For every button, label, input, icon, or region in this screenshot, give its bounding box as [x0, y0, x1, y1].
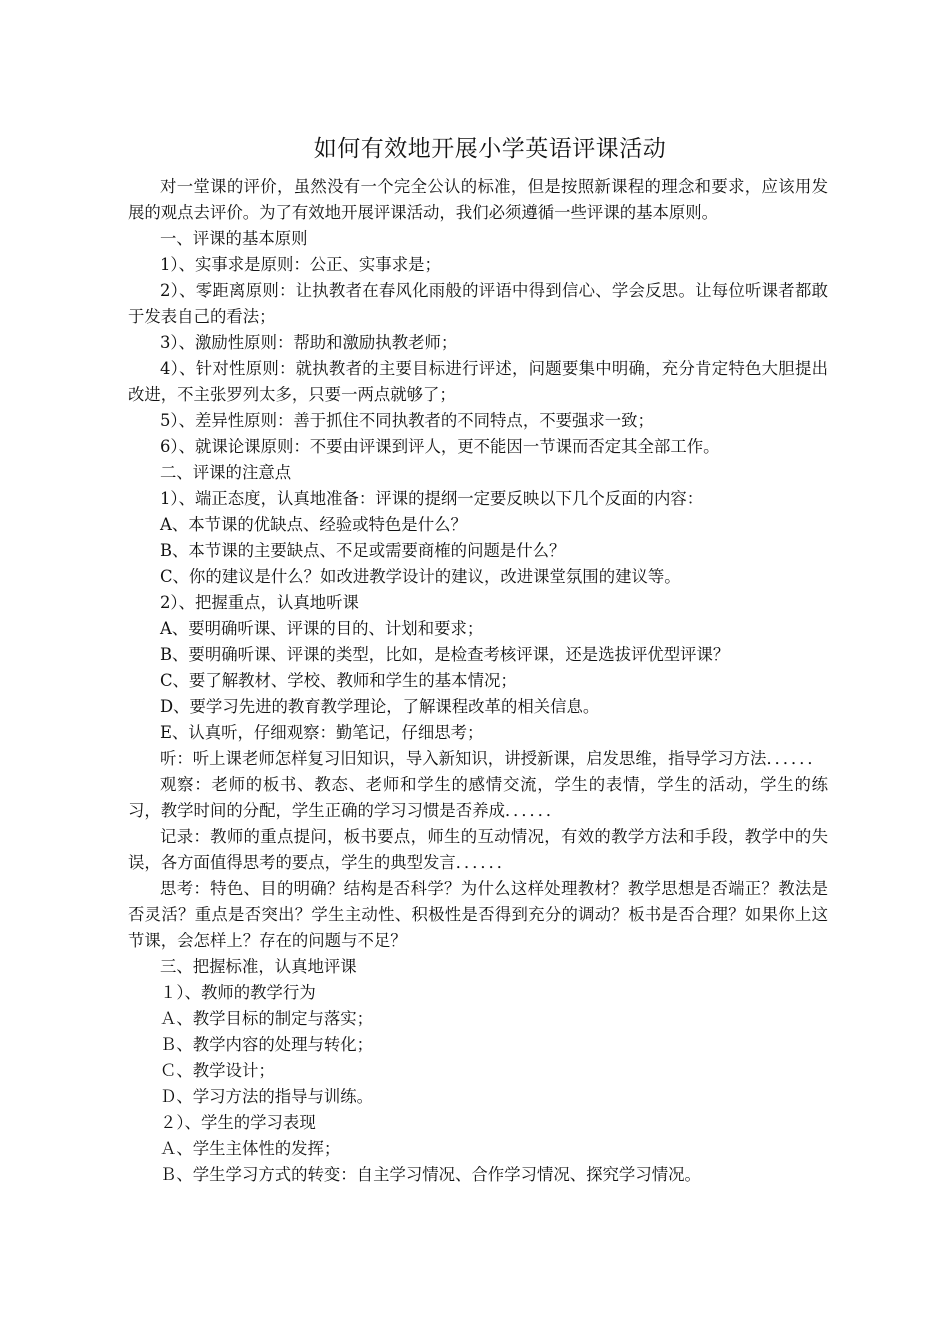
- observe-paragraph: 观察：老师的板书、教态、老师和学生的感情交流，学生的表情，学生的活动，学生的练习，教学时间的分配，学生正确的学习习惯是否养成．．．．．．: [128, 775, 828, 820]
- list-item: Ａ、教学目标的制定与落实；: [160, 1009, 374, 1028]
- list-item: Ｂ、教学内容的处理与转化；: [160, 1035, 374, 1054]
- list-item: C、你的建议是什么？如改进教学设计的建议，改进课堂氛围的建议等。: [160, 567, 681, 586]
- record-paragraph: 记录：教师的重点提问，板书要点，师生的互动情况，有效的教学方法和手段，教学中的失误，各方面值得思考的要点，学生的典型发言．．．．．．: [128, 827, 828, 872]
- principle-item: 5）、差异性原则：善于抓住不同执教者的不同特点，不要强求一致；: [160, 411, 654, 430]
- list-item: Ｂ、学生学习方式的转变：自主学习情况、合作学习情况、探究学习情况。: [160, 1165, 701, 1184]
- principle-item: 4）、针对性原则：就执教者的主要目标进行评述，问题要集中明确，充分肯定特色大胆提出改进，不主张罗列太多，只要一两点就够了；: [128, 359, 828, 404]
- principle-item: 2）、零距离原则：让执教者在春风化雨般的评语中得到信心、学会反思。让每位听课者都敢于发表自己的看法；: [128, 281, 828, 326]
- section-heading: 一、评课的基本原则: [160, 229, 308, 248]
- list-item: A、要明确听课、评课的目的、计划和要求；: [160, 619, 484, 638]
- subsection-heading: ２）、学生的学习表现: [160, 1113, 316, 1132]
- subsection-heading: １）、教师的教学行为: [160, 983, 316, 1002]
- document-body: [128, 174, 828, 1188]
- principle-item: 6）、就课论课原则：不要由评课到评人，更不能因一节课而否定其全部工作。: [160, 437, 720, 456]
- list-item: Ｄ、学习方法的指导与训练。: [160, 1087, 374, 1106]
- list-item: D、要学习先进的教育教学理论，了解课程改革的相关信息。: [160, 697, 600, 716]
- subsection-heading: 1）、端正态度，认真地准备：评课的提纲一定要反映以下几个反面的内容：: [160, 489, 704, 508]
- document-title: 如何有效地开展小学英语评课活动: [313, 136, 667, 162]
- listen-paragraph: 听：听上课老师怎样复习旧知识，导入新知识，讲授新课，启发思维，指导学习方法．．．．．．: [160, 749, 824, 768]
- section-heading: 三、把握标准，认真地评课: [160, 957, 357, 976]
- principle-item: 3）、激励性原则：帮助和激励执教老师；: [160, 333, 458, 352]
- list-item: Ｃ、教学设计；: [160, 1061, 275, 1080]
- list-item: E、认真听，仔细观察：勤笔记，仔细思考；: [160, 723, 484, 742]
- think-paragraph: 思考：特色、目的明确？结构是否科学？为什么这样处理教材？教学思想是否端正？教法是否灵活？重点是否突出？学生主动性、积极性是否得到充分的调动？板书是否合理？如果你上这节课，会怎样上？存在的问题与不足？: [128, 879, 828, 950]
- principle-item: 1）、实事求是原则：公正、实事求是；: [160, 255, 441, 274]
- list-item: A、本节课的优缺点、经验或特色是什么？: [160, 515, 467, 534]
- section-heading: 二、评课的注意点: [160, 463, 292, 482]
- subsection-heading: 2）、把握重点，认真地听课: [160, 593, 359, 612]
- list-item: B、要明确听课、评课的类型，比如，是检查考核评课，还是选拔评优型评课？: [160, 645, 730, 664]
- list-item: C、要了解教材、学校、教师和学生的基本情况；: [160, 671, 517, 690]
- list-item: B、本节课的主要缺点、不足或需要商榷的问题是什么？: [160, 541, 566, 560]
- intro-paragraph: 对一堂课的评价，虽然没有一个完全公认的标准，但是按照新课程的理念和要求，应该用发展的观点去评价。为了有效地开展评课活动，我们必须遵循一些评课的基本原则。: [128, 177, 828, 222]
- list-item: Ａ、学生主体性的发挥；: [160, 1139, 341, 1158]
